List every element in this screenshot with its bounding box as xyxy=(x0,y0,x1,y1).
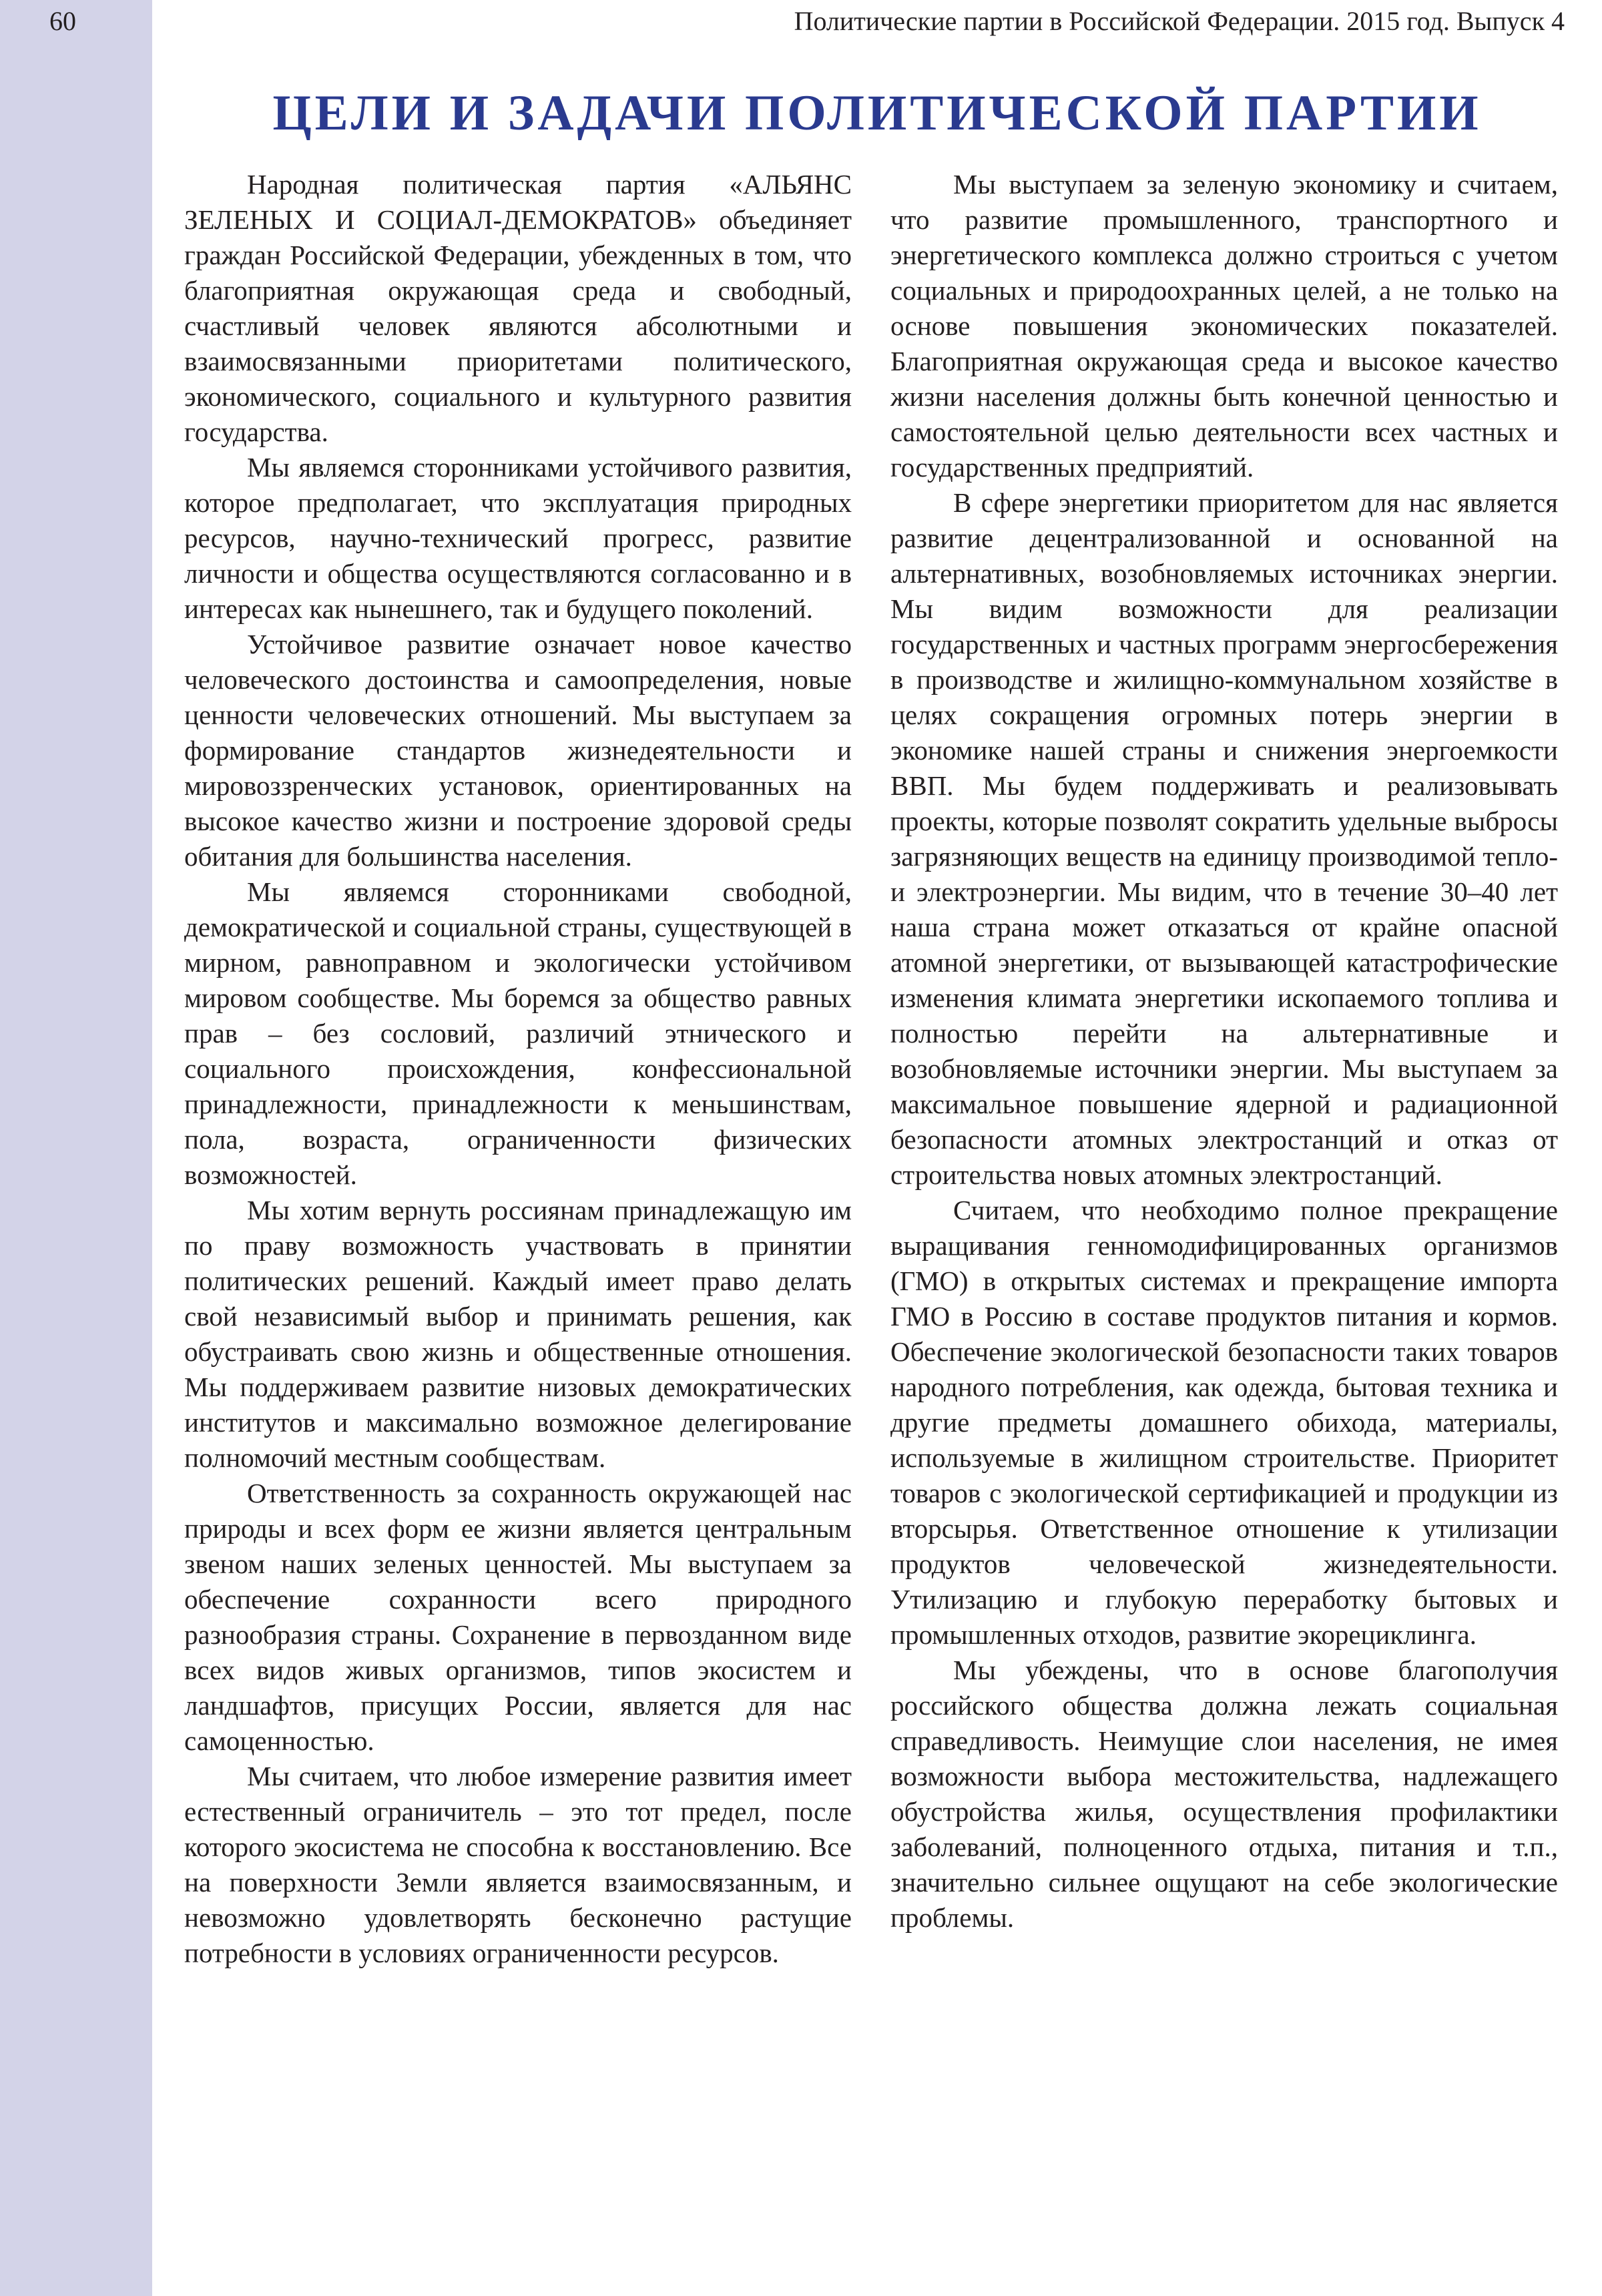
paragraph: Ответственность за сохранность окружающей нас природы и всех форм ее жизни является центральным звеном наших зеленых ценностей. Мы выступаем за обеспечение сохранности всего природного разнообразия страны. Сохранение в первозданном виде всех видов живых организмов, типов экосистем и ландшафтов, присущих России, является для нас самоценностью. xyxy=(184,1478,852,1756)
page-title: ЦЕЛИ И ЗАДАЧИ ПОЛИТИЧЕСКОЙ ПАРТИИ xyxy=(272,85,1482,141)
paragraph: Мы убеждены, что в основе благополучия российского общества должна лежать социальная справедливость. Неимущие слои населения, не имея возможности выбора местожительства, надлежащего обустройства жилья, осуществления профилактики заболеваний, полноценного отдыха, питания и т.п., значительно сильнее ощущают на себе экологические проблемы. xyxy=(890,1655,1558,1933)
right-column xyxy=(890,167,1558,1936)
paragraph: Считаем, что необходимо полное прекращение выращивания генномодифицированных организмов (ГМО) в открытых системах и прекращение импорта ГМО в Россию в составе продуктов питания и кормов. Обеспечение экологической безопасности таких товаров народного потребления, как одежда, бытовая техника и другие предметы домашнего обихода, материалы, используемые в жилищном строительстве. Приоритет товаров с экологической сертификацией и продукции из вторсырья. Ответственное отношение к утилизации продуктов человеческой жизнедеятельности. Утилизацию и глубокую переработку бытовых и промышленных отходов, развитие экорециклинга. xyxy=(890,1195,1558,1650)
paragraph: Мы считаем, что любое измерение развития имеет естественный ограничитель – это тот предел, после которого экосистема не способна к восстановлению. Все на поверхности Земли является взаимосвязанным, и невозможно удовлетворять бесконечно растущие потребности в условиях ограниченности ресурсов. xyxy=(184,1761,852,1968)
paragraph: Мы являемся сторонниками свободной, демократической и социальной страны, существующей в мирном, равноправном и экологически устойчивом мировом сообществе. Мы боремся за общество равных прав – без сословий, различий этнического и социального происхождения, конфессиональной принадлежности, принадлежности к меньшинствам, пола, возраста, ограниченности физических возможностей. xyxy=(184,876,852,1190)
paragraph: Мы выступаем за зеленую экономику и считаем, что развитие промышленного, транспортного и энергетического комплекса должно строиться с учетом социальных и природоохранных целей, а не только на основе повышения экономических показателей. Благоприятная окружающая среда и высокое качество жизни населения должны быть конечной ценностью и самостоятельной целью деятельности всех частных и государственных предприятий. xyxy=(890,169,1558,483)
paragraph: Народная политическая партия «АЛЬЯНС ЗЕЛЕНЫХ И СОЦИАЛ-ДЕМОКРАТОВ» объединяет граждан Российской Федерации, убежденных в том, что благоприятная окружающая среда и свободный, счастливый человек являются абсолютными и взаимосвязанными приоритетами политического, экономического, социального и культурного развития государства. xyxy=(184,169,852,447)
paragraph: Мы хотим вернуть россиянам принадлежащую им по праву возможность участвовать в принятии политических решений. Каждый имеет право делать свой независимый выбор и принимать решения, как обустраивать свою жизнь и общественные отношения. Мы поддерживаем развитие низовых демократических институтов и максимально возможное делегирование полномочий местным сообществам. xyxy=(184,1195,852,1473)
paragraph: Мы являемся сторонниками устойчивого развития, которое предполагает, что эксплуатация природных ресурсов, научно-технический прогресс, развитие личности и общества осуществляются согласованно и в интересах как нынешнего, так и будущего поколений. xyxy=(184,452,852,624)
paragraph: Устойчивое развитие означает новое качество человеческого достоинства и самоопределения, новые ценности человеческих отношений. Мы выступаем за формирование стандартов жизнедеятельности и мировоззренческих установок, ориентированных на высокое качество жизни и построение здоровой среды обитания для большинства населения. xyxy=(184,629,852,872)
running-title: Политические партии в Российской Федерации. 2015 год. Выпуск 4 xyxy=(794,6,1565,36)
left-column xyxy=(184,167,852,1971)
margin-band xyxy=(0,0,152,2296)
page-number: 60 xyxy=(49,6,76,36)
paragraph: В сфере энергетики приоритетом для нас является развитие децентрализованной и основанной на альтернативных, возобновляемых источниках энергии. Мы видим возможности для реализации государственных и частных программ энергосбережения в производстве и жилищно-коммунальном хозяйстве в целях сокращения огромных потерь энергии в экономике нашей страны и снижения энергоемкости ВВП. Мы будем поддерживать и реализовывать проекты, которые позволят сократить удельные выбросы загрязняющих веществ на единицу производимой тепло- и электроэнергии. Мы видим, что в течение 30–40 лет наша страна может отказаться от крайне опасной атомной энергетики, от вызывающей катастрофические изменения климата энергетики ископаемого топлива и полностью перейти на альтернативные и возобновляемые источники энергии. Мы выступаем за максимальное повышение ядерной и радиационной безопасности атомных электростанций и отказ от строительства новых атомных электростанций. xyxy=(890,487,1558,1190)
